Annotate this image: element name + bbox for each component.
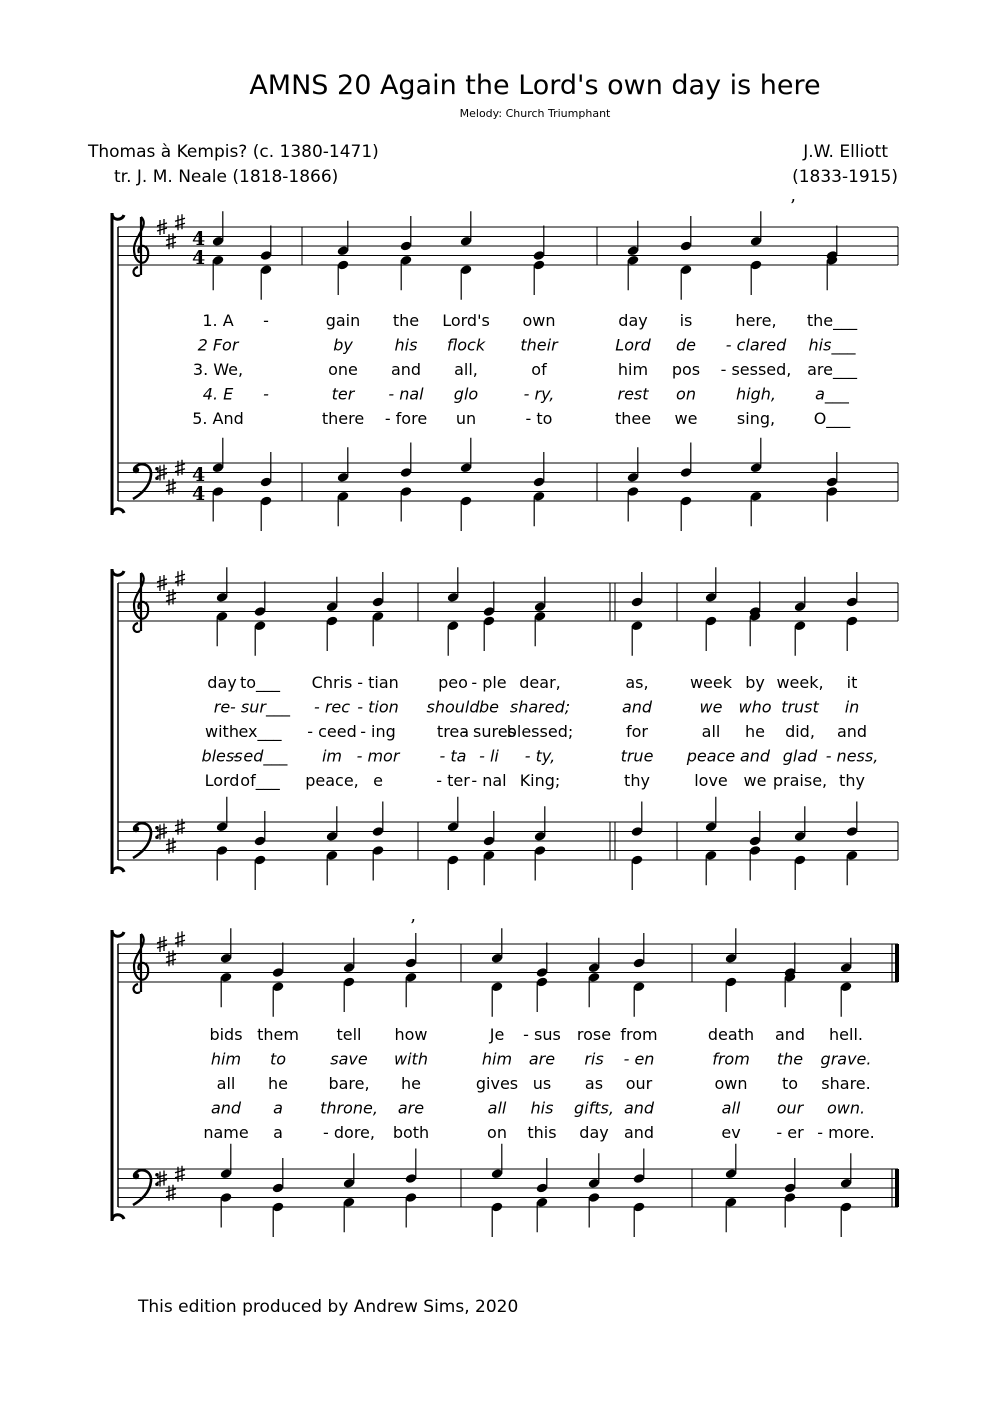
lyric-syllable: - mor xyxy=(356,746,400,766)
lyric-syllable: re xyxy=(213,697,231,717)
lyric-syllable: to xyxy=(269,1049,287,1069)
lyric-syllable: - sur___ xyxy=(230,697,290,717)
lyric-syllable: save xyxy=(330,1049,368,1069)
translator-credit: tr. J. M. Neale (1818-1866) xyxy=(114,167,339,187)
lyric-syllable: shared; xyxy=(509,697,571,717)
lyric-syllable: true xyxy=(620,746,654,766)
lyric-syllable: a xyxy=(273,1123,283,1142)
bass-clef-icon-dot xyxy=(155,1182,159,1186)
time-signature-lower: 4 xyxy=(192,247,206,270)
lyric-syllable: him xyxy=(210,1049,242,1069)
lyric-syllable: 5. And xyxy=(192,409,244,428)
lyric-syllable: are xyxy=(528,1049,556,1069)
lyric-syllable: bids xyxy=(209,1025,243,1044)
lyric-syllable: - clared xyxy=(725,335,787,355)
lyric-syllable: - ty, xyxy=(524,746,556,766)
lyric-syllable: gifts, xyxy=(574,1098,614,1118)
sharp-icon xyxy=(166,838,176,854)
lyric-syllable: King; xyxy=(519,771,561,790)
lyric-syllable: rose xyxy=(576,1025,612,1044)
lyric-syllable: glo xyxy=(453,384,479,404)
lyric-syllable: Lord xyxy=(204,771,240,790)
lyric-syllable: his___ xyxy=(808,335,856,355)
lyric-syllable: the xyxy=(392,311,420,330)
lyric-syllable: of xyxy=(531,360,547,379)
sharp-icon xyxy=(166,1185,176,1201)
lyric-syllable: ris xyxy=(584,1049,604,1069)
lyric-syllable: - more. xyxy=(817,1123,875,1142)
lyric-syllable: love xyxy=(694,771,728,790)
sharp-icon xyxy=(175,1166,185,1182)
lyric-syllable: he xyxy=(268,1074,288,1093)
lyric-syllable: own xyxy=(522,311,556,330)
lyric-syllable: and xyxy=(774,1025,806,1044)
lyric-syllable: thy xyxy=(839,771,865,790)
sharp-icon xyxy=(166,589,176,605)
lyric-syllable: and xyxy=(623,1123,655,1142)
lyric-syllable: with xyxy=(394,1049,428,1069)
lyric-syllable: from xyxy=(712,1049,750,1069)
sharp-icon xyxy=(166,950,176,966)
lyric-syllable: it xyxy=(846,673,858,692)
lyric-syllable: the___ xyxy=(806,311,858,330)
lyric-syllable: dear, xyxy=(519,673,561,692)
lyric-syllable: pos xyxy=(671,360,701,379)
lyric-syllable: ev xyxy=(721,1123,741,1142)
lyric-syllable: our xyxy=(776,1098,804,1118)
lyric-syllable: as, xyxy=(625,673,649,692)
bass-clef-icon-dot xyxy=(133,826,139,832)
time-signature-upper: 4 xyxy=(192,228,206,251)
lyric-syllable: him xyxy=(617,360,649,379)
lyric-syllable: as xyxy=(584,1074,604,1093)
lyric-syllable: by xyxy=(745,673,765,692)
lyric-syllable: by xyxy=(333,335,353,355)
words-author: Thomas à Kempis? (c. 1380-1471) xyxy=(88,142,379,162)
lyric-syllable: and xyxy=(621,697,653,717)
lyric-syllable: peace xyxy=(686,746,736,766)
lyric-syllable: we xyxy=(743,771,767,790)
time-signature-lower: 4 xyxy=(192,483,206,506)
lyric-syllable: high, xyxy=(736,384,776,404)
bass-clef-icon-dot xyxy=(155,467,159,471)
lyric-syllable: ex___ xyxy=(238,722,282,741)
bass-clef-icon-dot xyxy=(155,1173,159,1177)
lyric-syllable: to___ xyxy=(239,673,281,692)
lyric-syllable: all xyxy=(487,1098,507,1118)
sharp-icon xyxy=(166,479,176,495)
lyric-syllable: tell xyxy=(336,1025,362,1044)
sharp-icon xyxy=(175,570,185,586)
lyric-syllable: of___ xyxy=(240,771,280,790)
lyric-syllable: - sures xyxy=(462,722,516,741)
lyric-syllable: he xyxy=(401,1074,421,1093)
lyric-syllable: - to xyxy=(525,409,553,428)
lyric-syllable: our xyxy=(625,1074,653,1093)
lyric-syllable: him xyxy=(481,1049,513,1069)
breath-mark-icon: ’ xyxy=(790,196,796,217)
lyric-syllable: in xyxy=(844,697,860,717)
lyric-syllable: - dore, xyxy=(323,1123,375,1142)
lyric-syllable: 1. A xyxy=(202,311,234,330)
melody-name: Melody: Church Triumphant xyxy=(459,107,611,120)
lyric-syllable: e xyxy=(373,771,383,790)
lyric-syllable: gain xyxy=(325,311,361,330)
lyric-syllable: trea xyxy=(436,722,470,741)
lyric-syllable: all xyxy=(216,1074,236,1093)
bass-clef-icon-dot xyxy=(133,1173,139,1179)
lyric-syllable: death xyxy=(707,1025,755,1044)
lyric-syllable: we xyxy=(674,409,698,428)
bass-clef-icon-dot xyxy=(133,467,139,473)
lyric-syllable: bless xyxy=(201,746,243,766)
lyric-syllable: gives xyxy=(475,1074,519,1093)
sharp-icon xyxy=(175,460,185,476)
lyric-syllable: his xyxy=(530,1098,554,1118)
lyric-syllable: week, xyxy=(776,673,824,692)
sharp-icon xyxy=(166,233,176,249)
lyric-syllable: bare, xyxy=(328,1074,370,1093)
lyric-syllable: thy xyxy=(624,771,650,790)
lyric-syllable: - ter xyxy=(436,771,470,790)
lyric-syllable: for xyxy=(626,722,648,741)
lyric-syllable: he xyxy=(745,722,765,741)
lyric-syllable: all xyxy=(721,1098,741,1118)
lyric-syllable: who xyxy=(738,697,772,717)
lyric-syllable: - sessed, xyxy=(720,360,792,379)
lyric-syllable: - ceed xyxy=(307,722,357,741)
lyric-syllable: with xyxy=(205,722,239,741)
lyric-syllable: de xyxy=(676,335,696,355)
lyric-syllable: to xyxy=(781,1074,799,1093)
bass-clef-icon-dot xyxy=(155,476,159,480)
lyric-syllable: their xyxy=(520,335,558,355)
lyric-syllable: week xyxy=(689,673,733,692)
lyric-syllable: im xyxy=(321,746,343,766)
lyric-syllable: is xyxy=(679,311,693,330)
lyric-syllable: from xyxy=(620,1025,658,1044)
lyric-syllable: Je xyxy=(489,1025,505,1044)
lyric-syllable: - li xyxy=(479,746,499,766)
lyric-syllable: - ta xyxy=(439,746,467,766)
lyric-syllable: - fore xyxy=(384,409,428,428)
lyric-syllable: grave. xyxy=(820,1049,872,1069)
lyric-syllable: hell. xyxy=(829,1025,863,1044)
lyric-syllable: - er xyxy=(776,1123,804,1142)
lyric-syllable: all xyxy=(701,722,721,741)
lyric-syllable: un xyxy=(455,409,477,428)
lyric-syllable: - en xyxy=(623,1049,655,1069)
lyric-syllable: trust xyxy=(781,697,819,717)
lyric-syllable: 2 For xyxy=(197,335,239,355)
lyric-syllable: throne, xyxy=(320,1098,378,1118)
lyric-syllable: Lord's xyxy=(442,311,490,330)
lyric-syllable: - xyxy=(263,311,269,330)
lyric-syllable: and xyxy=(623,1098,655,1118)
lyric-syllable: a___ xyxy=(815,384,849,404)
lyric-syllable: are___ xyxy=(807,360,857,379)
lyric-syllable: - nal xyxy=(471,771,507,790)
bass-clef-icon-dot xyxy=(155,835,159,839)
lyric-syllable: Chris xyxy=(311,673,353,692)
lyric-syllable: and xyxy=(210,1098,242,1118)
lyric-syllable: day xyxy=(207,673,237,692)
lyric-syllable: - ple xyxy=(471,673,507,692)
time-signature-upper: 4 xyxy=(192,464,206,487)
lyric-syllable: his xyxy=(394,335,418,355)
lyric-syllable: one xyxy=(328,360,358,379)
lyric-syllable: thee xyxy=(614,409,652,428)
lyric-syllable: O___ xyxy=(813,409,851,428)
lyric-syllable: did, xyxy=(785,722,815,741)
lyric-syllable: this xyxy=(527,1123,557,1142)
lyric-syllable: day xyxy=(579,1123,609,1142)
lyric-syllable: there xyxy=(321,409,365,428)
lyric-syllable: own. xyxy=(826,1098,866,1118)
lyric-syllable: and xyxy=(836,722,868,741)
lyric-syllable: 3. We, xyxy=(192,360,244,379)
lyric-syllable: a xyxy=(273,1098,283,1118)
lyric-syllable: on xyxy=(487,1123,507,1142)
lyric-syllable: - xyxy=(263,384,269,404)
lyric-syllable: - ing xyxy=(360,722,396,741)
breath-mark-icon: ’ xyxy=(410,916,416,937)
lyric-syllable: - tion xyxy=(357,697,399,717)
lyric-syllable: name xyxy=(203,1123,249,1142)
lyric-syllable: peo xyxy=(438,673,468,692)
lyric-syllable: - tian xyxy=(357,673,399,692)
lyric-syllable: 4. E xyxy=(202,384,234,404)
lyric-syllable: praise, xyxy=(772,771,828,790)
bass-clef-icon-dot xyxy=(155,826,159,830)
lyric-syllable: Lord xyxy=(615,335,651,355)
lyric-syllable: - sus xyxy=(523,1025,561,1044)
lyric-syllable: own xyxy=(714,1074,748,1093)
lyric-syllable: on xyxy=(676,384,696,404)
lyric-syllable: be xyxy=(479,697,499,717)
lyric-syllable: how xyxy=(394,1025,428,1044)
lyric-syllable: glad xyxy=(782,746,818,766)
lyric-syllable: ter xyxy=(331,384,355,404)
lyric-syllable: day xyxy=(618,311,648,330)
lyric-syllable: are xyxy=(397,1098,425,1118)
lyric-syllable: - rec xyxy=(313,697,351,717)
lyric-syllable: - nal xyxy=(388,384,424,404)
lyric-syllable: peace, xyxy=(305,771,359,790)
lyric-syllable: we xyxy=(699,697,723,717)
lyric-syllable: blessed; xyxy=(506,722,574,741)
lyric-syllable: sing, xyxy=(736,409,776,428)
lyric-syllable: - ness, xyxy=(825,746,879,766)
lyric-syllable: here, xyxy=(735,311,777,330)
lyric-syllable: all, xyxy=(454,360,478,379)
lyric-syllable: should xyxy=(426,697,480,717)
hymn-title: AMNS 20 Again the Lord's own day is here xyxy=(249,70,821,101)
sharp-icon xyxy=(175,931,185,947)
lyric-syllable: share. xyxy=(821,1074,871,1093)
lyric-syllable: rest xyxy=(617,384,649,404)
lyric-syllable: both xyxy=(392,1123,430,1142)
lyric-syllable: - ry, xyxy=(523,384,555,404)
lyric-syllable: them xyxy=(257,1025,299,1044)
composer-dates: (1833-1915) xyxy=(792,167,898,187)
lyric-syllable: - ed___ xyxy=(232,746,288,766)
edition-footer: This edition produced by Andrew Sims, 2020 xyxy=(138,1297,519,1317)
lyric-syllable: the xyxy=(776,1049,804,1069)
sharp-icon xyxy=(175,214,185,230)
lyric-syllable: flock xyxy=(446,335,486,355)
lyric-syllable: and xyxy=(390,360,422,379)
sharp-icon xyxy=(175,819,185,835)
composer-name: J.W. Elliott xyxy=(803,142,888,162)
lyric-syllable: us xyxy=(532,1074,552,1093)
lyric-syllable: and xyxy=(739,746,771,766)
